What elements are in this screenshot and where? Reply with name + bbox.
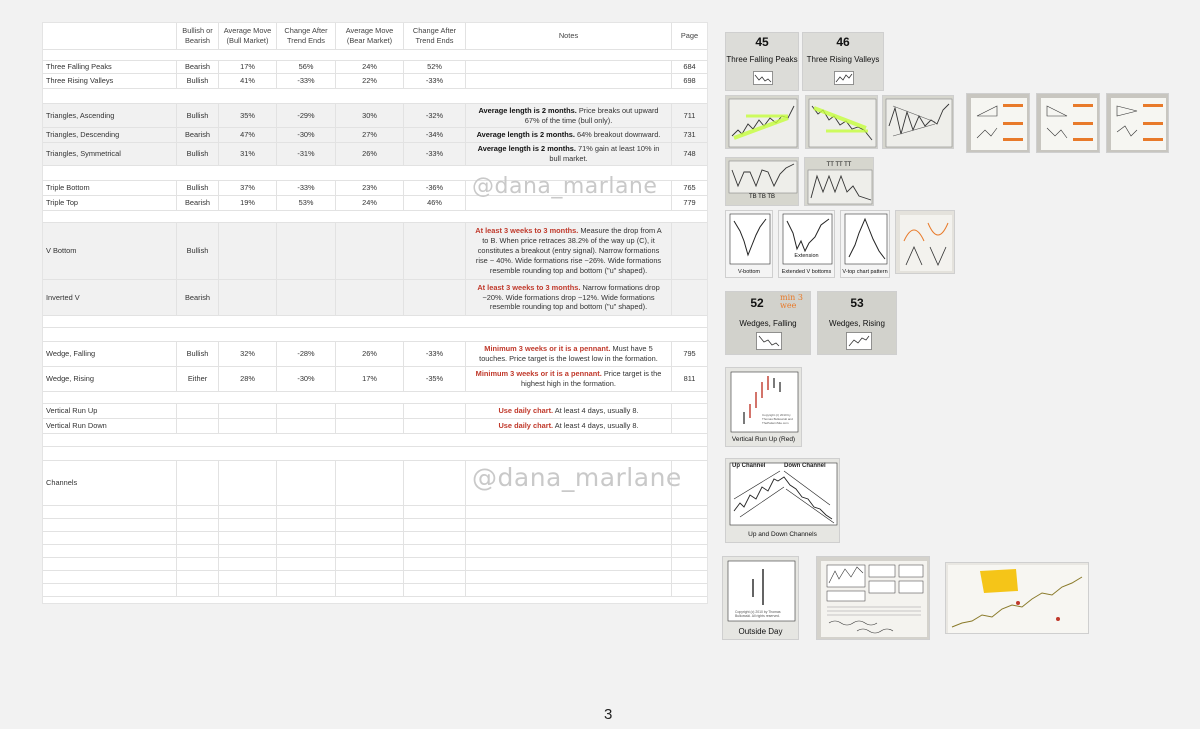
bear-after-cell [404, 223, 466, 279]
table-row[interactable] [43, 61, 707, 74]
thumb-symmetrical-triangle[interactable] [882, 95, 954, 149]
bull-after-cell [277, 280, 336, 315]
bear-move-cell: 23% [336, 181, 404, 195]
empty-cell [43, 558, 177, 570]
bull-after-cell: -33% [277, 74, 336, 88]
bear-move-cell: 24% [336, 61, 404, 73]
empty-cell [466, 584, 672, 596]
spacer-row [43, 89, 707, 104]
bull-after-cell: -33% [277, 181, 336, 195]
copyright-note: Copyright (c) 2010 by Thomas Bulkowski. All rights reserved. [735, 610, 781, 619]
ascending-triangle-chart-icon [726, 96, 799, 149]
note-emphasis: Use daily chart. [498, 406, 554, 415]
page-cell: 811 [683, 374, 696, 383]
signal-cell: Bearish [177, 128, 219, 142]
empty-cell [466, 571, 672, 583]
pattern-name: V Bottom [43, 223, 177, 279]
empty-cell [466, 519, 672, 531]
page-cell: 748 [683, 149, 696, 158]
pattern-name: Vertical Run Down [43, 419, 177, 433]
empty-cell [43, 532, 177, 544]
header-bear-move: Average Move (Bear Market) [336, 23, 404, 49]
page-cell: 795 [683, 349, 696, 358]
thumb-wedges-rising[interactable] [817, 291, 897, 355]
empty-cell [277, 571, 336, 583]
empty-row [43, 571, 707, 584]
notes-cell [466, 223, 672, 279]
empty-cell [277, 506, 336, 518]
bull-after-cell: -31% [277, 143, 336, 165]
empty-cell [219, 506, 277, 518]
bull-after-cell: -30% [277, 128, 336, 142]
thumb-number: 53 [850, 296, 864, 310]
thumb-outside-day[interactable] [722, 556, 799, 640]
thumb-title: Three Rising Valleys [806, 55, 880, 64]
empty-cell [277, 558, 336, 570]
table-row[interactable] [43, 74, 707, 89]
watermark: @dana_marlane [472, 463, 682, 492]
spacer-row [43, 316, 707, 328]
bull-move-cell: 47% [219, 128, 277, 142]
signal-cell: Bullish [177, 143, 219, 165]
bear-after-cell: -33% [404, 74, 466, 88]
header-bull-after: Change After Trend Ends [277, 23, 336, 49]
thumb-triangle-notes-3[interactable] [1106, 93, 1169, 153]
vertical-run-up-chart-icon [726, 368, 802, 436]
thumb-price-chart-note[interactable] [945, 562, 1089, 634]
pattern-name: Triangles, Descending [43, 128, 177, 142]
bull-move-cell: 41% [219, 74, 277, 88]
bear-move-cell: 27% [336, 128, 404, 142]
note-text: Price target is the highest high in the formation. [521, 369, 662, 388]
bull-after-cell [277, 223, 336, 279]
empty-cell [336, 532, 404, 544]
v-top-chart-icon [841, 211, 890, 267]
mini-chart-icon [753, 71, 773, 85]
thumb-ascending-triangle[interactable] [725, 95, 799, 149]
signal-cell: Bullish [177, 181, 219, 195]
note-text: Price breaks out upward 67% of the time (bull only). [524, 105, 659, 125]
bear-move-cell: 24% [336, 196, 404, 210]
pattern-name: Three Falling Peaks [43, 61, 177, 73]
signal-cell: Bullish [177, 74, 219, 88]
spacer-row [43, 328, 707, 342]
empty-cell [672, 519, 707, 531]
bull-move-cell: 31% [219, 143, 277, 165]
thumb-caption: V-bottom [737, 269, 760, 275]
page-cell [672, 223, 707, 279]
empty-cell [672, 532, 707, 544]
thumb-up-down-channels[interactable] [725, 458, 840, 543]
note-text: At least 4 days, usually 8. [553, 421, 639, 430]
empty-cell [219, 545, 277, 557]
thumb-vertical-run-up[interactable] [725, 367, 802, 447]
header-notes: Notes [466, 23, 672, 49]
page-cell: 779 [683, 198, 696, 207]
thumb-triangle-notes-2[interactable] [1036, 93, 1100, 153]
empty-row [43, 545, 707, 558]
empty-row [43, 584, 707, 597]
signal-cell: Bullish [177, 223, 219, 279]
pattern-name: Triangles, Ascending [43, 104, 177, 127]
thumb-book-page-charts[interactable] [816, 556, 930, 640]
empty-row [43, 532, 707, 545]
thumb-triple-top[interactable] [804, 157, 874, 206]
signal-cell: Bearish [177, 61, 219, 73]
page-cell [672, 419, 707, 433]
signal-cell: Bullish [177, 342, 219, 366]
page-cell [672, 280, 707, 315]
empty-cell [404, 571, 466, 583]
pattern-name: Wedge, Rising [43, 367, 177, 391]
empty-cell [466, 532, 672, 544]
bull-move-cell: 17% [219, 61, 277, 73]
mini-chart-icon [846, 332, 872, 350]
bear-move-cell: 30% [336, 104, 404, 127]
thumb-rounding-notes[interactable] [895, 210, 955, 274]
price-trend-chart-icon [946, 563, 1089, 634]
bull-move-cell: 37% [219, 181, 277, 195]
page-cell [672, 404, 707, 418]
spacer-row [43, 211, 707, 223]
thumb-number: 52 [750, 296, 764, 310]
empty-cell [177, 532, 219, 544]
note-text: Narrow formations drop ~20%. Wide formations drop ~12%. Wide formations resemble rounding top and bottom ("u" shaped). [482, 282, 660, 312]
bear-after-cell: -36% [404, 181, 466, 195]
empty-cell [672, 558, 707, 570]
empty-cell [177, 545, 219, 557]
notes-cell [466, 419, 672, 433]
thumb-number: 46 [836, 35, 850, 49]
table-row[interactable] [43, 419, 707, 434]
signal-cell: Bearish [177, 196, 219, 210]
channels-chart-icon [726, 459, 840, 529]
note-emphasis: Minimum 3 weeks or it is a pennant. [475, 369, 602, 379]
notes-cell [466, 280, 672, 315]
empty-cell [43, 571, 177, 583]
thumb-v-bottom[interactable] [725, 210, 773, 278]
rounding-shapes-icon [896, 211, 955, 274]
empty-cell [277, 519, 336, 531]
pattern-name: Inverted V [43, 280, 177, 315]
header-page: Page [680, 31, 699, 40]
bull-after-cell [277, 419, 336, 433]
empty-cell [404, 584, 466, 596]
thumb-number: 45 [755, 35, 769, 49]
thumb-caption: Up and Down Channels [748, 531, 817, 538]
page-number: 3 [604, 706, 613, 723]
book-page-icon [817, 557, 930, 640]
bull-move-cell [219, 280, 277, 315]
empty-cell [672, 545, 707, 557]
bull-after-cell: -30% [277, 367, 336, 391]
page-cell: 711 [683, 110, 696, 120]
header-pattern [43, 23, 177, 49]
mini-chart-icon [756, 332, 782, 350]
page-cell: 731 [683, 130, 696, 139]
empty-cell [336, 571, 404, 583]
channel-up-label: Up Channel [732, 463, 766, 469]
thumb-caption: Extended V bottoms [781, 269, 832, 275]
bear-after-cell: -34% [404, 128, 466, 142]
bear-move-cell: 26% [336, 342, 404, 366]
thumb-three-falling-peaks[interactable] [725, 32, 799, 91]
empty-cell [177, 571, 219, 583]
page-cell: 684 [683, 62, 696, 71]
table-row[interactable] [43, 143, 707, 166]
pattern-name: Triple Bottom [43, 181, 177, 195]
empty-cell [219, 571, 277, 583]
table-row[interactable] [43, 223, 707, 280]
table-row[interactable] [43, 342, 707, 367]
bear-after-cell: -33% [404, 342, 466, 366]
thumb-extended-v-bottoms[interactable] [778, 210, 835, 278]
notes-cell [466, 128, 672, 142]
bull-move-cell [219, 223, 277, 279]
bear-after-cell [404, 404, 466, 418]
thumb-caption: V-top chart pattern [842, 269, 888, 275]
pattern-name: Wedge, Falling [43, 342, 177, 366]
empty-cell [466, 545, 672, 557]
thumb-descending-triangle[interactable] [805, 95, 878, 149]
header-bear-after: Change After Trend Ends [404, 23, 466, 49]
empty-cell [277, 545, 336, 557]
bull-after-cell [277, 461, 336, 505]
bull-move-cell: 19% [219, 196, 277, 210]
signal-cell: Bearish [177, 280, 219, 315]
page-cell: 698 [683, 76, 696, 85]
mini-chart-icon [834, 71, 854, 85]
note-emphasis: Average length is 2 months. [476, 130, 575, 139]
symmetrical-triangle-chart-icon [883, 96, 954, 149]
bear-after-cell [404, 280, 466, 315]
table-row[interactable] [43, 280, 707, 316]
bear-after-cell: -33% [404, 143, 466, 165]
bull-after-cell [277, 404, 336, 418]
svg-text:Thomas Bulkowski and: Thomas Bulkowski and [762, 417, 793, 421]
table-row[interactable] [43, 104, 707, 128]
triple-top-chart-icon [805, 158, 874, 206]
bear-move-cell: 17% [336, 367, 404, 391]
channel-down-label: Down Channel [784, 463, 826, 469]
empty-row [43, 558, 707, 571]
thumb-title: Wedges, Falling [739, 319, 797, 328]
notes-cell [466, 104, 672, 127]
empty-cell [404, 545, 466, 557]
thumb-wedges-falling[interactable] [725, 291, 811, 355]
note-text: 64% breakout downward. [574, 130, 661, 139]
note-emphasis: Average length is 2 months. [478, 105, 577, 115]
empty-cell [43, 506, 177, 518]
notes-cell [466, 74, 672, 88]
book-page-icon [1107, 94, 1169, 153]
book-page-icon [1037, 94, 1100, 153]
bear-move-cell [336, 461, 404, 505]
signal-cell [177, 461, 219, 505]
bull-move-cell: 32% [219, 342, 277, 366]
notes-cell [466, 367, 672, 391]
empty-cell [404, 532, 466, 544]
bear-move-cell [336, 404, 404, 418]
svg-text:Copyright (c) 2010 by: Copyright (c) 2010 by [762, 413, 791, 417]
thumb-v-top[interactable] [840, 210, 890, 278]
thumb-caption: Vertical Run Up (Red) [731, 436, 796, 443]
pattern-name: Vertical Run Up [43, 404, 177, 418]
spacer-row [43, 392, 707, 404]
empty-cell [404, 519, 466, 531]
note-text: Measure the drop from A to B. When price retraces 38.2% of the way up (C), it constitutes a breakout (entry signal). Narrow formations rise ~ 40%. Wide formations rise ~26%. Wide formations resemble rounding top and bottom ("u" shaped). [475, 226, 662, 275]
empty-row [43, 519, 707, 532]
empty-cell [672, 571, 707, 583]
bear-after-cell: 52% [404, 61, 466, 73]
note-text: Must have 5 touches. Price target is the lowest low in the formation. [479, 344, 658, 363]
table-row[interactable] [43, 367, 707, 392]
empty-cell [277, 532, 336, 544]
empty-cell [336, 584, 404, 596]
empty-cell [404, 558, 466, 570]
empty-cell [277, 584, 336, 596]
empty-cell [336, 558, 404, 570]
spacer-row [43, 50, 707, 61]
empty-cell [219, 532, 277, 544]
empty-cell [336, 545, 404, 557]
thumb-title: Three Falling Peaks [726, 55, 798, 64]
note-emphasis: At least 3 weeks to 3 months. [477, 282, 581, 292]
empty-cell [219, 558, 277, 570]
tb-labels: TB TB TB [748, 194, 776, 200]
empty-cell [177, 558, 219, 570]
empty-cell [336, 506, 404, 518]
page-cell: 765 [683, 183, 696, 192]
header-signal: Bullish or Bearish [177, 23, 219, 49]
signal-cell: Either [177, 367, 219, 391]
empty-cell [219, 584, 277, 596]
bull-move-cell: 35% [219, 104, 277, 127]
note-emphasis: At least 3 weeks to 3 months. [475, 226, 579, 236]
thumb-triple-bottom[interactable] [725, 157, 799, 206]
svg-text:ThePatternSite.com: ThePatternSite.com [762, 421, 789, 425]
signal-cell [177, 404, 219, 418]
thumb-title: Wedges, Rising [829, 319, 885, 328]
bull-after-cell: -29% [277, 104, 336, 127]
empty-cell [336, 519, 404, 531]
thumb-caption: Outside Day [738, 627, 783, 636]
signal-cell: Bullish [177, 104, 219, 127]
bear-after-cell: -32% [404, 104, 466, 127]
empty-cell [219, 519, 277, 531]
bull-move-cell [219, 461, 277, 505]
pattern-name: Triangles, Symmetrical [43, 143, 177, 165]
pattern-name: Triple Top [43, 196, 177, 210]
empty-cell [43, 584, 177, 596]
bull-move-cell: 28% [219, 367, 277, 391]
bear-after-cell [404, 419, 466, 433]
v-bottom-chart-icon [726, 211, 773, 267]
empty-cell [43, 545, 177, 557]
table-row[interactable] [43, 404, 707, 419]
pattern-name: Three Rising Valleys [43, 74, 177, 88]
notes-cell [466, 342, 672, 366]
empty-cell [672, 506, 707, 518]
watermark: @dana_marlane [472, 174, 658, 199]
notes-cell [466, 404, 672, 418]
header-bull-move: Average Move (Bull Market) [219, 23, 277, 49]
descending-triangle-chart-icon [806, 96, 878, 149]
note-emphasis: Average length is 2 months. [477, 144, 576, 154]
book-page-icon [967, 94, 1030, 153]
bear-move-cell [336, 223, 404, 279]
empty-cell [466, 506, 672, 518]
empty-cell [177, 506, 219, 518]
signal-cell [177, 419, 219, 433]
bull-after-cell: 56% [277, 61, 336, 73]
note-text: At least 4 days, usually 8. [553, 406, 639, 415]
empty-cell [672, 584, 707, 596]
bear-move-cell: 22% [336, 74, 404, 88]
header-row [43, 23, 707, 50]
bull-after-cell: 53% [277, 196, 336, 210]
bear-after-cell [404, 461, 466, 505]
bull-move-cell [219, 404, 277, 418]
thumb-three-rising-valleys[interactable] [802, 32, 884, 91]
bear-move-cell [336, 280, 404, 315]
note-text: 71% gain at least 10% in bull market. [549, 144, 660, 163]
empty-row [43, 506, 707, 519]
spacer-row [43, 434, 707, 447]
empty-cell [177, 584, 219, 596]
pattern-name: Channels [43, 461, 177, 505]
thumb-triangle-notes-1[interactable] [966, 93, 1030, 153]
empty-cell [404, 506, 466, 518]
tt-labels: TT TT TT [826, 162, 852, 168]
bear-after-cell: -35% [404, 367, 466, 391]
handwritten-note: min 3 wee [780, 293, 803, 310]
bull-move-cell [219, 419, 277, 433]
bear-move-cell: 26% [336, 143, 404, 165]
pattern-spreadsheet [42, 22, 708, 604]
table-row[interactable] [43, 128, 707, 143]
extension-label: Extension [794, 253, 819, 259]
empty-cell [466, 558, 672, 570]
spacer-row [43, 447, 707, 461]
notes-cell [466, 61, 672, 73]
bear-move-cell [336, 419, 404, 433]
note-emphasis: Minimum 3 weeks or it is a pennant. [484, 344, 611, 354]
bear-after-cell: 46% [404, 196, 466, 210]
empty-cell [177, 519, 219, 531]
notes-cell [466, 143, 672, 165]
triple-bottom-chart-icon [726, 158, 799, 194]
empty-cell [43, 519, 177, 531]
note-emphasis: Use daily chart. [498, 421, 554, 430]
bull-after-cell: -28% [277, 342, 336, 366]
